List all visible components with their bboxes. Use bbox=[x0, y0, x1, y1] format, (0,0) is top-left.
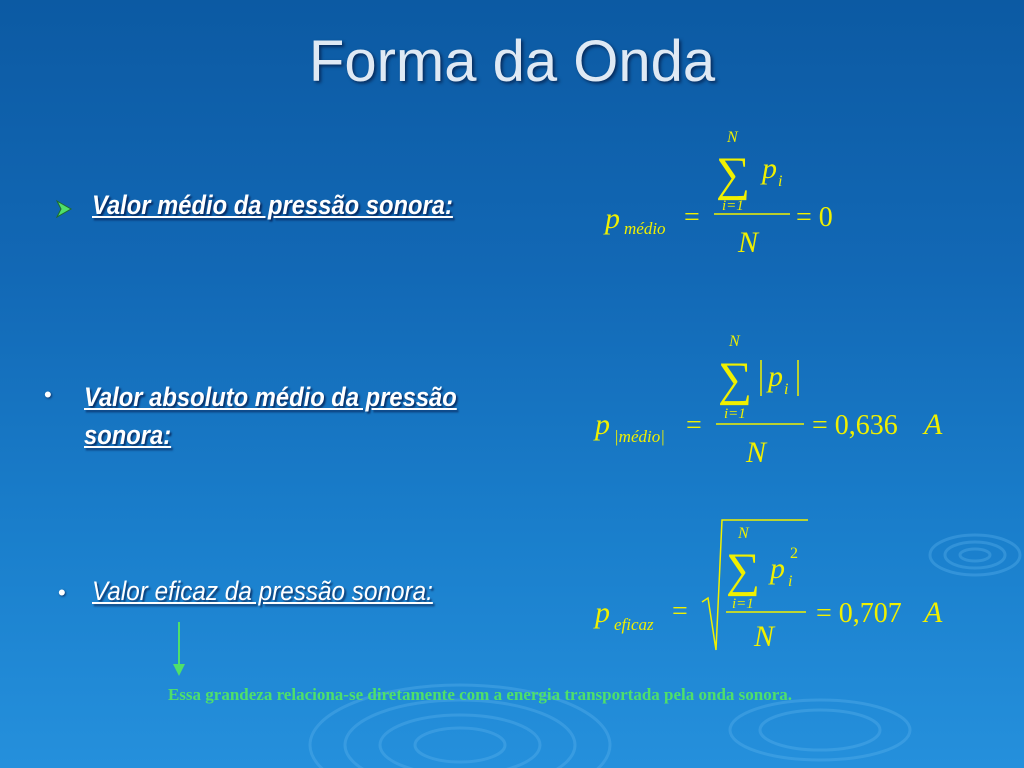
f3-result: = 0,707 bbox=[816, 598, 902, 629]
f2-lhs-sub: |médio| bbox=[614, 427, 665, 446]
f1-summand: p bbox=[762, 152, 777, 185]
f3-denominator: N bbox=[754, 620, 775, 653]
formula-eficaz bbox=[593, 520, 943, 653]
f3-eq: = bbox=[672, 596, 688, 627]
f3-lhs: p bbox=[595, 596, 610, 629]
f2-sum-bottom: i=1 bbox=[724, 406, 746, 422]
item-valor-absoluto-label-line1: Valor absoluto médio da pressão bbox=[84, 382, 457, 412]
bullet-dot: • bbox=[58, 580, 66, 605]
f3-lhs-sub: eficaz bbox=[614, 615, 654, 634]
f1-denominator: N bbox=[738, 226, 759, 259]
formula-medio bbox=[603, 129, 833, 259]
f1-lhs-sub: médio bbox=[624, 219, 666, 238]
f2-sum-top: N bbox=[729, 333, 740, 350]
f2-result: = 0,636 bbox=[812, 410, 898, 441]
formula-absoluto-medio bbox=[593, 333, 943, 469]
f1-summand-sub: i bbox=[778, 173, 783, 190]
f3-sum-bottom: i=1 bbox=[732, 596, 754, 612]
summation-icon: ∑ bbox=[716, 148, 751, 201]
f2-denominator: N bbox=[746, 436, 767, 469]
f1-lhs: p bbox=[605, 202, 620, 235]
slide-title: Forma da Onda bbox=[308, 29, 716, 94]
f3-summand: p bbox=[770, 552, 785, 585]
f2-summand-sub: i bbox=[784, 381, 789, 398]
f2-lhs: p bbox=[595, 408, 610, 441]
item-valor-medio-label: Valor médio da pressão sonora: bbox=[92, 190, 453, 220]
item-valor-absoluto-label-line2: sonora: bbox=[84, 420, 172, 450]
f1-sum-bottom: i=1 bbox=[722, 198, 744, 214]
f3-summand-sub: i bbox=[788, 573, 793, 590]
f1-eq: = bbox=[684, 202, 700, 233]
f1-result: = 0 bbox=[796, 202, 833, 233]
summation-icon: ∑ bbox=[718, 353, 753, 406]
f3-sum-top: N bbox=[738, 525, 749, 542]
f2-unit: A bbox=[924, 408, 943, 441]
note-text: Essa grandeza relaciona-se diretamente com a energia transportada pela onda sonora. bbox=[167, 685, 793, 704]
f1-sum-top: N bbox=[727, 129, 738, 146]
item-valor-eficaz-label: Valor eficaz da pressão sonora: bbox=[92, 576, 433, 606]
f2-summand: p bbox=[768, 360, 783, 393]
f3-unit: A bbox=[924, 596, 943, 629]
f2-eq: = bbox=[686, 410, 702, 441]
bullet-dot: • bbox=[44, 382, 52, 407]
summation-icon: ∑ bbox=[726, 544, 761, 597]
f3-summand-sup: 2 bbox=[790, 545, 798, 562]
